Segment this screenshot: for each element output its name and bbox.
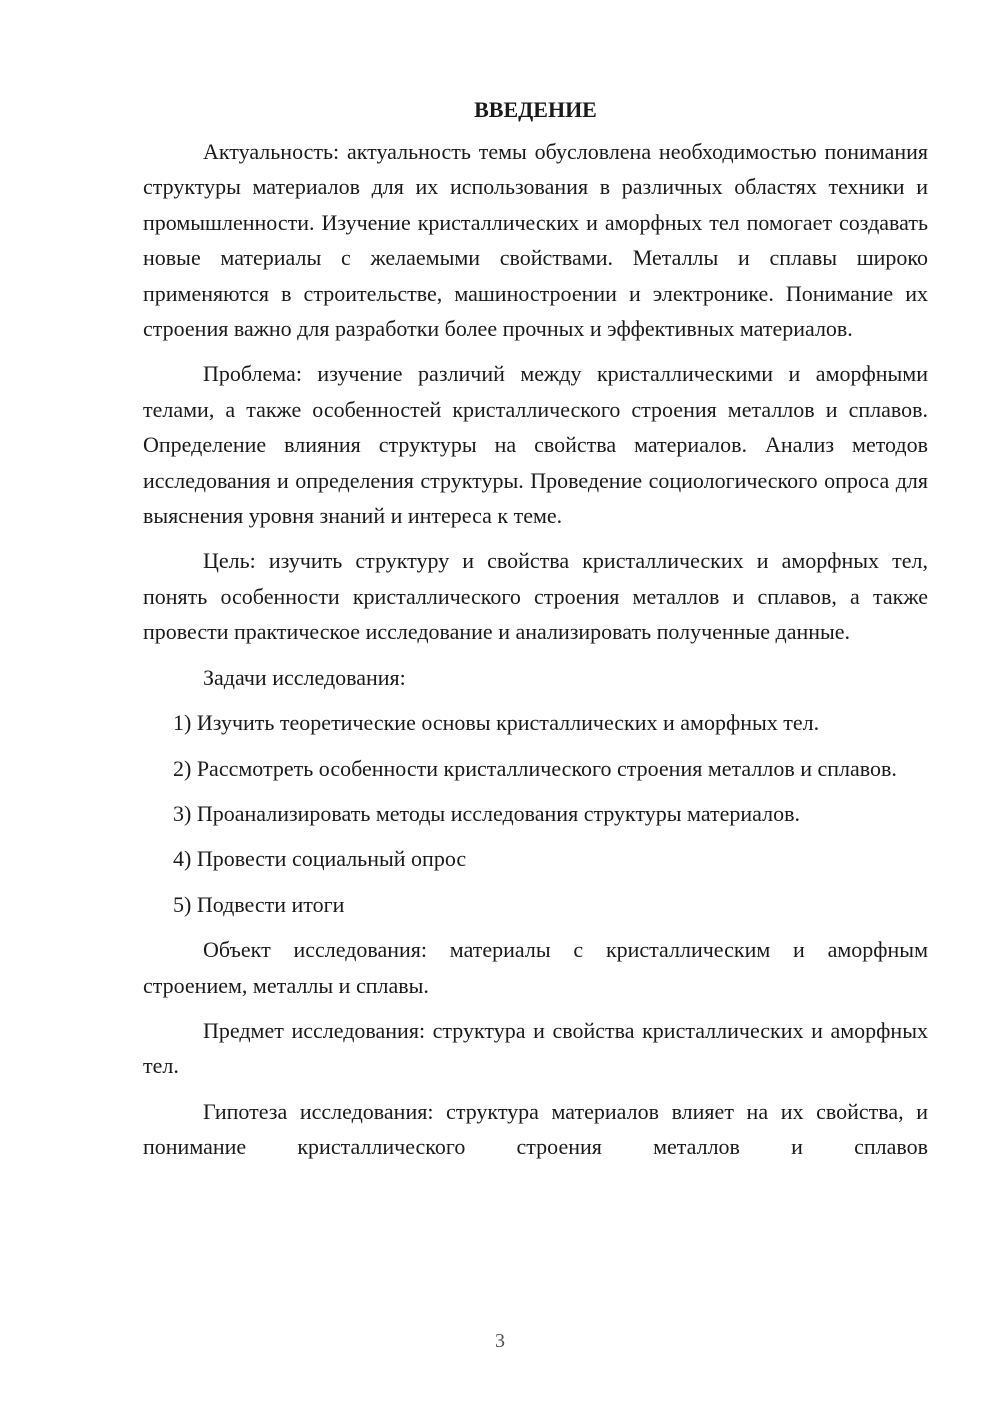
task-item-1: 1) Изучить теоретические основы кристаллических и аморфных тел. xyxy=(173,710,820,736)
task-item-2: 2) Рассмотреть особенности кристаллического строения металлов и сплавов. xyxy=(173,755,897,781)
paragraph-hypothesis: Гипотеза исследования: структура материалов влияет на их свойства, и понимание кристаллического строения металлов и сплавов xyxy=(143,1098,928,1160)
paragraph-problem: Проблема: изучение различий между кристаллическими и аморфными телами, а также особенностей кристаллического строения металлов и сплавов. Определение влияния структуры на свойства материалов. Анализ методов исследования и определения структуры. Проведение социологического опроса для выяснения уровня знаний и интереса к теме. xyxy=(143,361,928,529)
paragraph-relevance: Актуальность: актуальность темы обусловлена необходимостью понимания структуры материалов для их использования в различных областях техники и промышленности. Изучение кристаллических и аморфных тел помогает создавать новые материалы с желаемыми свойствами. Металлы и сплавы широко применяются в строительстве, машиностроении и электронике. Понимание их строения важно для разработки более прочных и эффективных материалов. xyxy=(143,139,928,342)
page-title: ВВЕДЕНИЕ xyxy=(474,97,597,122)
document-page xyxy=(143,92,928,1175)
task-item-5: 5) Подвести итоги xyxy=(173,891,345,917)
task-item-3: 3) Проанализировать методы исследования структуры материалов. xyxy=(173,800,800,826)
paragraph-subject: Предмет исследования: структура и свойства кристаллических и аморфных тел. xyxy=(143,1017,928,1079)
paragraph-goal: Цель: изучить структуру и свойства кристаллических и аморфных тел, понять особенности кристаллического строения металлов и сплавов, а также провести практическое исследование и анализировать полученные данные. xyxy=(143,548,928,645)
paragraph-object: Объект исследования: материалы с кристаллическим и аморфным строением, металлы и сплавы. xyxy=(143,937,928,998)
task-item-4: 4) Провести социальный опрос xyxy=(173,846,467,872)
page-number: 3 xyxy=(495,1330,505,1352)
paragraph-tasks-heading: Задачи исследования: xyxy=(203,664,406,690)
